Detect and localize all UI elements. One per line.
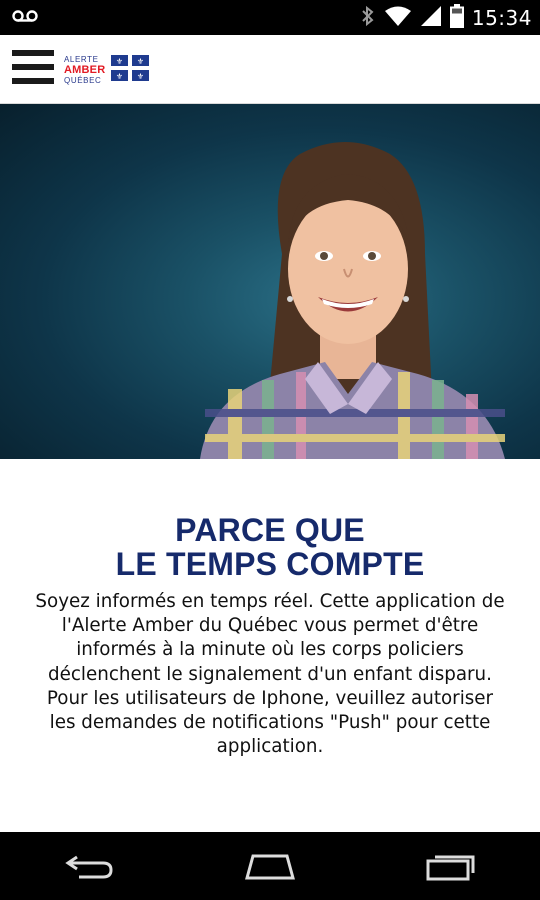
description-line: application.	[216, 736, 324, 758]
app-header	[0, 35, 540, 105]
voicemail-icon	[12, 8, 38, 27]
description-line: Pour les utilisateurs de Iphone, veuillez autoriser	[46, 687, 494, 709]
description-line: informés à la minute où les corps policiers	[76, 639, 464, 661]
svg-text:⚜: ⚜	[116, 72, 124, 81]
headline-line-2: LE TEMPS COMPTE	[115, 546, 425, 582]
logo-line-1: ALERTE	[64, 54, 99, 64]
hero-image	[0, 104, 540, 459]
description-text	[14, 590, 526, 759]
recent-apps-icon[interactable]	[410, 841, 490, 891]
logo-line-3: QUÉBEC	[64, 75, 102, 85]
intro-section	[0, 459, 540, 831]
battery-icon	[450, 4, 464, 32]
description-line: Soyez informés en temps réel. Cette application de	[35, 591, 505, 612]
hamburger-menu-icon[interactable]	[12, 50, 54, 84]
headline	[0, 513, 540, 581]
quebec-flag-icon	[111, 55, 149, 85]
clock: 15:34	[471, 5, 532, 30]
svg-text:⚜: ⚜	[116, 57, 124, 66]
home-icon[interactable]	[230, 841, 310, 891]
bluetooth-icon	[360, 5, 376, 31]
girl-portrait	[0, 104, 540, 459]
signal-icon	[420, 5, 442, 31]
description-line: déclenchent le signalement d'un enfant disparu.	[48, 663, 492, 685]
svg-text:⚜: ⚜	[137, 57, 145, 66]
svg-text:⚜: ⚜	[137, 72, 145, 81]
headline-line-1: PARCE QUE	[175, 512, 365, 548]
back-icon[interactable]	[50, 841, 130, 891]
logo-line-2: AMBER	[64, 63, 106, 76]
description-line: les demandes de notifications "Push" pour cette	[49, 712, 491, 734]
system-nav-bar	[0, 832, 540, 900]
description-line: l'Alerte Amber du Québec vous permet d'être	[61, 615, 479, 637]
alerte-amber-quebec-logo	[64, 56, 149, 84]
status-bar	[0, 0, 540, 35]
wifi-icon	[384, 5, 412, 31]
